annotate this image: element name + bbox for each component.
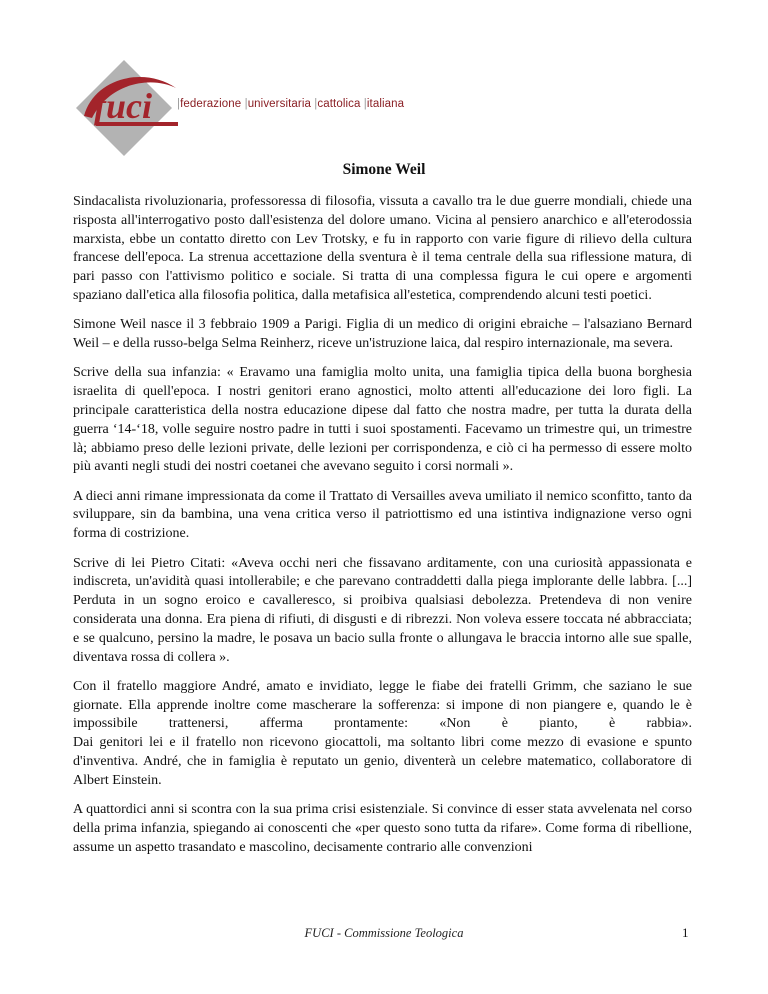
tagline-word: federazione — [180, 98, 242, 110]
paragraph: Sindacalista rivoluzionaria, professoressa di filosofia, vissuta a cavallo tra le due guerre mondiali, chiede una risposta all'interrogativo posto dall'esistenza del dolore umano. Vicina al pensiero anarchico e all'eterodossia marxista, ebbe un contatto diretto con Lev Trotsky, e fu in rapporto con varie figure di rilievo della cultura francese dell'epoca. La strenua accettazione della sventura è il tema centrale della sua riflessione matura, di pari passo con l'attivismo politico e sociale. Si tratta di una complessa figura le cui opere e argomenti spaziano dall'etica alla filosofia politica, dalla metafisica all'estetica, comprendendo alcuni testi poetici. — [73, 194, 692, 303]
header — [74, 58, 474, 158]
logo-text: fuci — [94, 86, 152, 126]
document-title: Simone Weil — [342, 161, 426, 178]
paragraph: A dieci anni rimane impressionata da come il Trattato di Versailles aveva umiliato il nemico sconfitto, tanto da sviluppare, sin da bambina, una vena critica verso il patriottismo ed una istintiva indignazione verso ogni forma di costrizione. — [73, 488, 692, 542]
fuci-logo — [74, 58, 184, 158]
tagline-word: italiana — [366, 98, 405, 110]
tagline-word: cattolica — [317, 98, 361, 110]
paragraph: Con il fratello maggiore André, amato e invidiato, legge le fiabe dei fratelli Grimm, che saziano le sue giornate. Ella apprende inoltre come mascherare la sofferenza: si impone di non piangere e, quando le è impossibile trattenersi, afferma prontamente: «Non è pianto, è rabbia». — [73, 678, 692, 732]
document-body — [73, 193, 692, 868]
footer-text: FUCI - Commissione Teologica — [304, 926, 464, 940]
paragraph: Dai genitori lei e il fratello non ricevono giocattoli, ma soltanto libri come mezzo di evasione e spunto d'inventiva. André, che in famiglia è reputato un genio, diventerà un celebre matematico, collaboratore di Albert Einstein. — [73, 735, 692, 788]
tagline-word: universitaria — [247, 98, 311, 110]
paragraph: Simone Weil nasce il 3 febbraio 1909 a Parigi. Figlia di un medico di origini ebraiche – l'alsaziano Bernard Weil – e della russo-belga Selma Reinherz, riceve un'istruzione laica, dal respiro internazionale, ma severa. — [73, 317, 692, 352]
paragraph: Scrive della sua infanzia: « Eravamo una famiglia molto unita, una famiglia tipica della buona borghesia israelita di quell'epoca. I nostri genitori erano agnostici, molto attenti all'educazione dei loro figli. La principale caratteristica della nostra educazione dipese dal fatto che nostra madre, per tutta la durata della guerra ‘14-‘18, volle seguire nostro padre in tutti i suoi spostamenti. Facevamo un trimestre qui, un trimestre là; abbiamo preso delle lezioni private, delle lezioni per corrispondenza, e ciò ci ha permesso di essere molto più avanti negli studi dei nostri coetanei che avevano seguito i corsi normali ». — [73, 365, 692, 475]
paragraph: A quattordici anni si scontra con la sua prima crisi esistenziale. Si convince di esser stata avvelenata nel corso della prima infanzia, spiegando ai conoscenti che «per questo sono tutta da rifare». Come forma di ribellione, assume un aspetto trasandato e mascolino, decisamente contrario alle convenzioni — [73, 802, 692, 855]
tagline: |federazione |universitaria |cattolica |italiana — [177, 98, 405, 110]
page-number: 1 — [682, 925, 689, 940]
paragraph: Scrive di lei Pietro Citati: «Aveva occhi neri che fissavano arditamente, con una curiosità appassionata e indiscreta, un'avidità quasi intollerabile; e che parevano contraddetti dalla piega implorante delle labbra. [...] Perduta in un sogno eroico e cavalleresco, si proibiva qualsiasi debolezza. Pretendeva di non venire considerata una donna. Era piena di rifiuti, di disgusti e di ribrezzi. Non voleva essere toccata né abbracciata; e se qualcuno, persino la madre, le posava un bacio sulla fronte o allungava le braccia intorno alle sue spalle, diventava rossa di collera ». — [73, 555, 692, 665]
